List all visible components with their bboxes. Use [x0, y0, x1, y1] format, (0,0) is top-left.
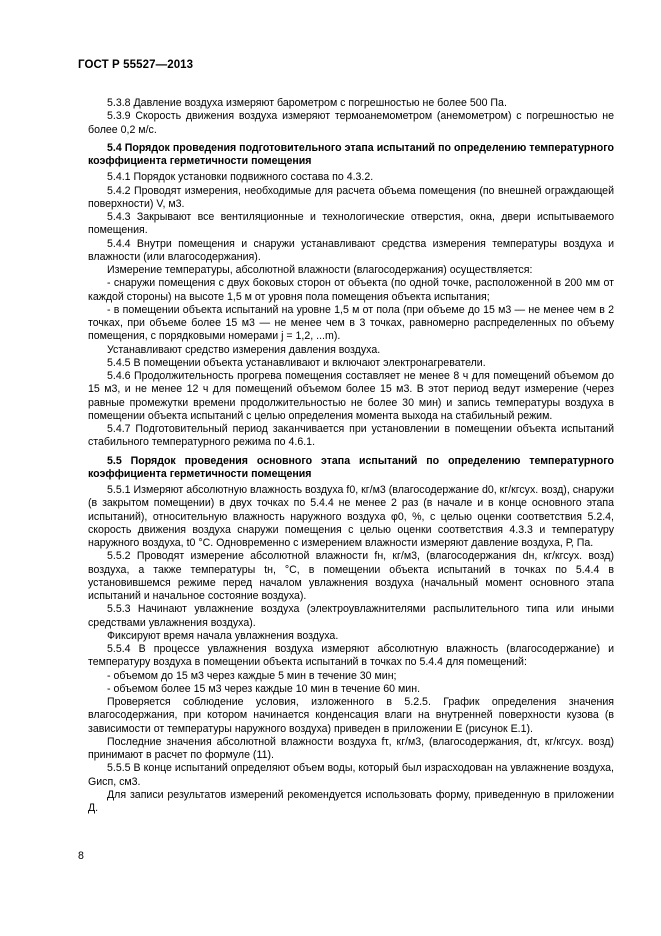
paragraph-5-5-5: 5.5.5 В конце испытаний определяют объем воды, который был израсходован на увлажнение воздуха, Gисп, см3. — [88, 762, 614, 788]
list-item-volume-large: - объемом более 15 м3 через каждые 10 мин в течение 60 мин. — [107, 682, 421, 695]
paragraph-5-5-4: 5.5.4 В процессе увлажнения воздуха измеряют абсолютную влажность (влагосодержание) и температуру воздуха в помещении объекта испытаний в точках по 5.4.4 для помещений: — [88, 643, 614, 669]
paragraph-measurement-intro: Измерение температуры, абсолютной влажности (влагосодержания) осуществляется: — [107, 264, 533, 276]
paragraph-5-5-2: 5.5.2 Проводят измерение абсолютной влажности fн, кг/м3, (влагосодержания dн, кг/кгсух. возд) воздуха, а также температуры tн, °С, в помещении объекта испытаний в точках по 5.4.4 в установившемся режиме перед началом увлажнения воздуха (начальный момент основного этапа испытаний и начальное состояние воздуха). — [88, 550, 614, 602]
paragraph-fix-time: Фиксируют время начала увлажнения воздуха. — [107, 629, 339, 642]
paragraph-5-5-3: 5.5.3 Начинают увлажнение воздуха (электроувлажнителями распылительного типа или иными средствами увлажнения воздуха). — [88, 603, 614, 629]
paragraph-last-values: Последние значения абсолютной влажности воздуха fτ, кг/м3, (влагосодержания, dτ, кг/кгсух. возд) принимают в расчет по формуле (11). — [88, 735, 614, 761]
paragraph-recording-form: Для записи результатов измерений рекомендуется использовать форму, приведенную в приложении Д. — [88, 788, 614, 814]
paragraph-5-4-7: 5.4.7 Подготовительный период заканчивается при установлении в помещении объекта испытаний стабильного температурного режима по 4.6.1. — [88, 423, 614, 449]
paragraph-5-4-1: 5.4.1 Порядок установки подвижного состава по 4.3.2. — [107, 171, 374, 184]
page-number: 8 — [78, 850, 84, 862]
paragraph-5-5-1: 5.5.1 Измеряют абсолютную влажность воздуха f0, кг/м3 (влагосодержание d0, кг/кгсух. возд), снаружи (в закрытом помещении) в двух точках по 5.4.4 не менее 2 раз (в начале и в конце основного этапа испытаний), относительную влажность наружного воздуха φ0, %, с целью оценки соответствия 5.2.4, скорость движения воздуха снаружи помещения с целью оценки соответствия 4.3.3 и температуру наружного воздуха, t0 °С. Одновременно с измерением влажности измеряют давление воздуха, Р, Па. — [88, 484, 614, 549]
paragraph-condition-check: Проверяется соблюдение условия, изложенного в 5.2.5. График определения значения влагосодержания, при котором начинается конденсация влаги на внутренней поверхности кузова (в зависимости от температуры наружного воздуха) приведен в приложении Е (рисунок Е.1). — [88, 696, 614, 735]
paragraph-pressure-device: Устанавливают средство измерения давления воздуха. — [107, 343, 381, 356]
section-heading-5-4: 5.4 Порядок проведения подготовительного этапа испытаний по определению температурного коэффициента герметичности помещения — [88, 141, 614, 167]
list-item-inside: - в помещении объекта испытаний на уровне 1,5 м от пола (при объеме до 15 м3 — не менее чем в 2 точках, при объеме более 15 м3 — не менее чем в 3 точках, равномерно распределенных по объему помещения, с порядковыми номерами j = 1,2, ...m). — [88, 303, 614, 343]
paragraph-5-4-5: 5.4.5 В помещении объекта устанавливают и включают электронагреватели. — [107, 356, 486, 369]
document-header: ГОСТ Р 55527—2013 — [78, 59, 194, 71]
paragraph-5-4-6: 5.4.6 Продолжительность прогрева помещения составляет не менее 8 ч для помещений объемом до 15 м3, и не менее 12 ч для помещений объемом более 15 м3. В этот период ведут измерение (через равные промежутки времени продолжительностью не более 30 мин) и запись температуры воздуха в помещении объекта испытаний с целью определения момента выхода на стабильный режим. — [88, 370, 614, 422]
paragraph-5-4-2: 5.4.2 Проводят измерения, необходимые для расчета объема помещения (по внешней ограждающей поверхности) V, м3. — [88, 184, 614, 210]
list-item-volume-small: - объемом до 15 м3 через каждые 5 мин в течение 30 мин; — [107, 669, 397, 682]
paragraph-5-4-4: 5.4.4 Внутри помещения и снаружи устанавливают средства измерения температуры воздуха и влажности (или влагосодержания). — [88, 237, 614, 263]
paragraph-5-3-9: 5.3.9 Скорость движения воздуха измеряют термоанемометром (анемометром) с погрешностью не более 0,2 м/с. — [88, 110, 614, 136]
list-item-outside: - снаружи помещения с двух боковых сторон от объекта (по одной точке, расположенной в 200 мм от каждой стороны) на высоте 1,5 м от уровня пола помещения объекта испытания; — [88, 277, 614, 303]
section-heading-5-5: 5.5 Порядок проведения основного этапа испытаний по определению температурного коэффициента герметичности помещения — [88, 454, 614, 480]
document-body — [88, 97, 614, 815]
paragraph-5-4-3: 5.4.3 Закрывают все вентиляционные и технологические отверстия, окна, двери испытываемого помещения. — [88, 211, 614, 237]
paragraph-5-3-8: 5.3.8 Давление воздуха измеряют барометром с погрешностью не более 500 Па. — [107, 97, 507, 109]
